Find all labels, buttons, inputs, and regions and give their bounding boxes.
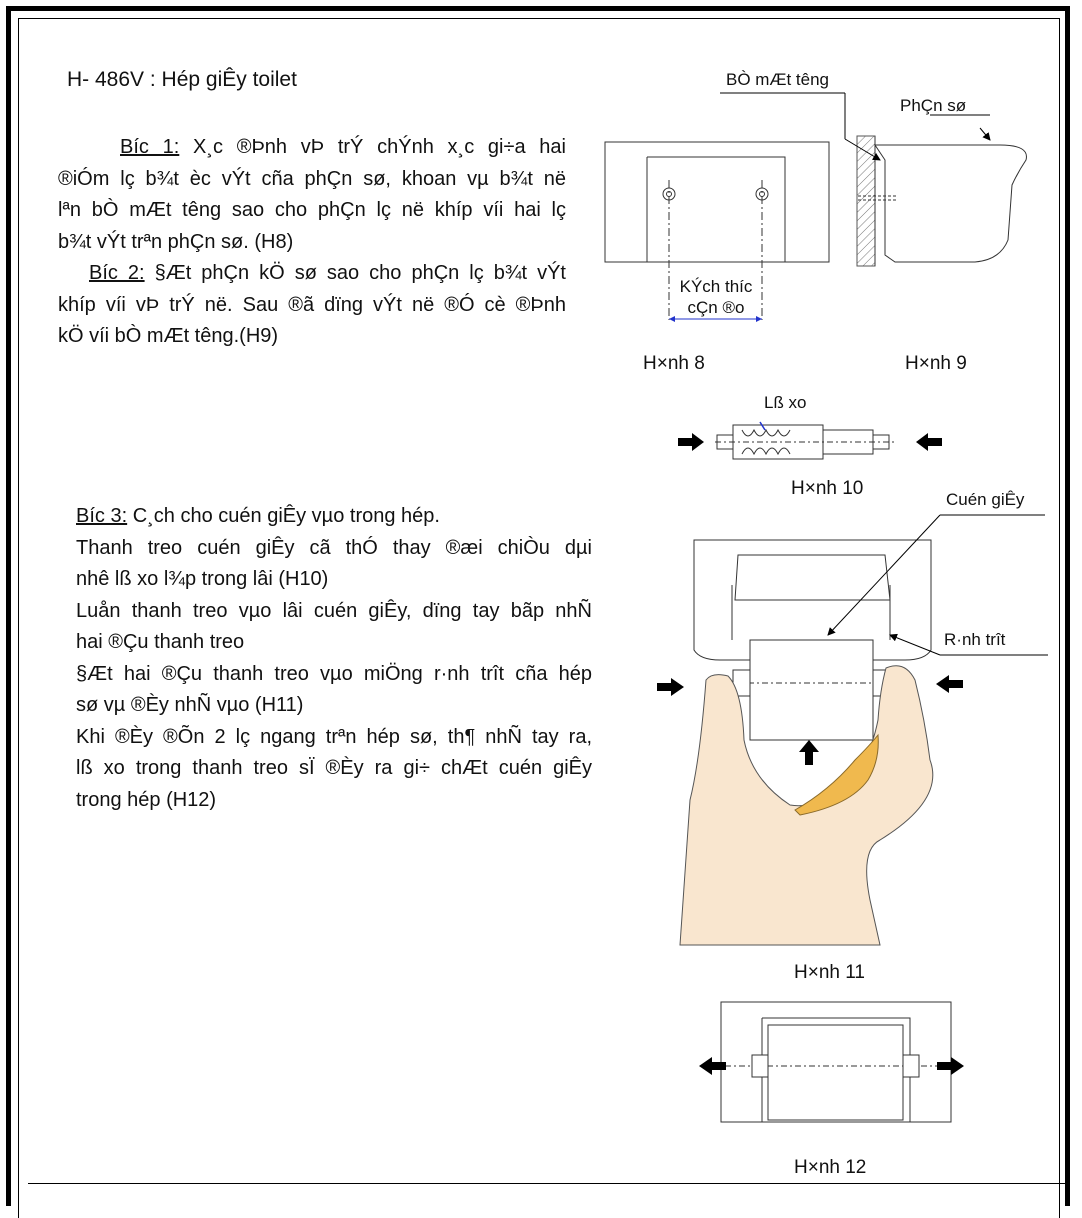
label-wall-surface: BÒ mÆt têng bbox=[726, 70, 829, 89]
label-paper-roll: Cuén giÊy bbox=[946, 490, 1025, 509]
caption-figure-12: H×nh 12 bbox=[794, 1157, 867, 1178]
step3-line2: Thanh treo cuén giÊy cã thÓ thay ®æi chiÒu dµi bbox=[76, 536, 592, 559]
step3-line10: trong hép (H12) bbox=[76, 788, 217, 811]
step3-line5: hai ®Çu thanh treo bbox=[76, 631, 245, 653]
figure-10-spring-bar bbox=[715, 422, 897, 459]
caption-figure-11: H×nh 11 bbox=[794, 962, 865, 983]
step2-label: Bíc 2: bbox=[89, 262, 145, 284]
label-spring: Lß xo bbox=[764, 393, 807, 412]
step3-line3: nhê lß xo l¾p trong lâi (H10) bbox=[76, 568, 329, 590]
document-title: H- 486V : Hép giÊy toilet bbox=[67, 68, 297, 91]
step3-line1: Bíc 3: C¸ch cho cuén giÊy vµo trong hép. bbox=[76, 505, 440, 527]
step3-line7: sø vµ ®Èy nhÑ vµo (H11) bbox=[76, 694, 304, 716]
step3-label: Bíc 3: bbox=[76, 505, 128, 527]
step3-line4: Luån thanh treo vµo lâi cuén giÊy, dïng tay bãp nhÑ bbox=[76, 599, 592, 622]
figure-9-side-section bbox=[720, 93, 1026, 266]
figure-12-release bbox=[721, 1002, 951, 1122]
step1-label: Bíc 1: bbox=[120, 136, 180, 158]
label-ceramic-part: PhÇn sø bbox=[900, 96, 967, 115]
step3-line8: Khi ®Èy ®Õn 2 lç ngang trªn hép sø, th¶ nhÑ tay ra, bbox=[76, 725, 592, 748]
step1-line2: ®iÓm lç b¾t èc vÝt cña phÇn sø, khoan vµ b¾t në bbox=[58, 167, 566, 190]
step1-line1: Bíc 1: X¸c ®Þnh vÞ trÝ chÝnh x¸c gi÷a hai bbox=[120, 136, 566, 158]
step3-line9: lß xo trong thanh treo sÏ ®Èy ra gi÷ chÆt cuén giÊy bbox=[76, 757, 592, 779]
step2-line1: Bíc 2: §Æt phÇn kÖ sø sao cho phÇn lç b¾t vÝt bbox=[89, 262, 566, 284]
step1-line3: lªn bÒ mÆt têng sao cho phÇn lç në khíp víi hai lç bbox=[58, 199, 566, 221]
step3-line6: §Æt hai ®Çu thanh treo vµo miÖng r·nh trît cña hép bbox=[76, 662, 592, 685]
caption-figure-10: H×nh 10 bbox=[791, 478, 864, 499]
step2-line2: khíp víi vÞ trÝ në. Sau ®ã dïng vÝt në ®Ó cè ®Þnh bbox=[58, 293, 566, 316]
caption-figure-9: H×nh 9 bbox=[905, 353, 967, 374]
label-dimension: KÝch thíc cÇn ®o bbox=[679, 277, 753, 317]
step2-line3: kÖ víi bÒ mÆt têng.(H9) bbox=[58, 325, 279, 347]
figure-11-insert-roll bbox=[680, 515, 1048, 945]
step1-line4: b¾t vÝt trªn phÇn sø. (H8) bbox=[58, 230, 294, 253]
caption-figure-8: H×nh 8 bbox=[643, 353, 705, 374]
label-slide-groove: R·nh trît bbox=[944, 630, 1006, 649]
